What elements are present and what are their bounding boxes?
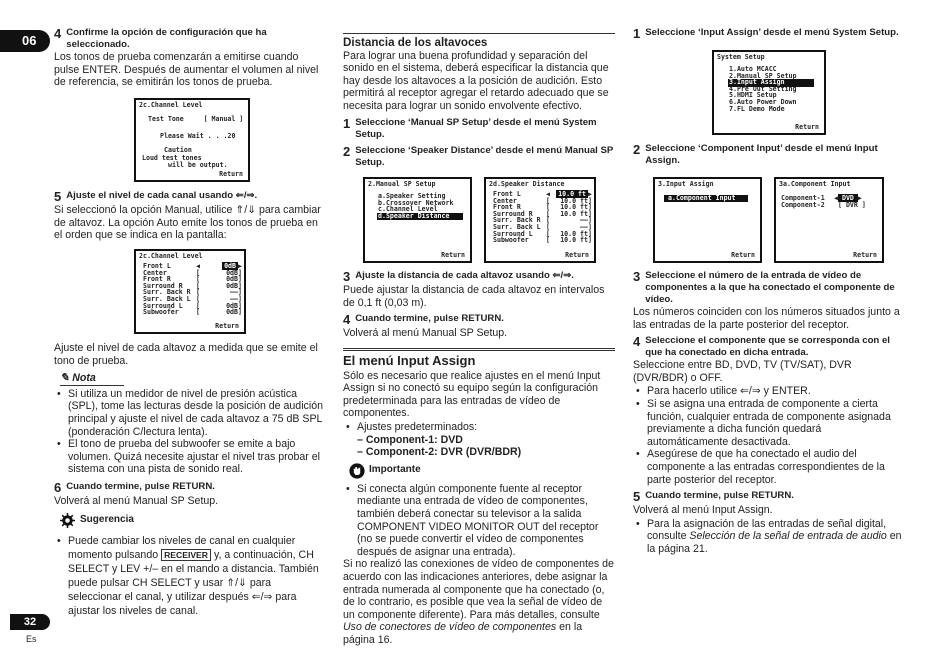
dvd-selection: DVD	[838, 194, 858, 202]
left-step5	[54, 190, 326, 242]
osd-row-value: 10.0 ft	[558, 190, 586, 198]
middle-mid	[343, 270, 615, 340]
osd-row-label: Surround L	[493, 229, 533, 238]
osd-row-label: Surr. Back R	[493, 216, 541, 225]
osd-row-label: Front R	[493, 203, 521, 212]
osd-row-label: Center	[143, 268, 167, 277]
osd-component-input: 3a.Component Input Component-1 ◀ DVD ▶ Component-2 [ DVR ] Return	[774, 177, 884, 263]
osd-row-label: Subwoofer	[493, 236, 529, 245]
osd-row-value: ——	[230, 295, 238, 303]
list-item: • Si se asigna una entrada de componente a cierta función, cualquier entrada de componente asignada previamente a dicha función quedará automáticamente desactivada.	[633, 398, 905, 448]
middle-top	[343, 37, 615, 169]
osd-row-label: Surr. Back L	[143, 295, 191, 303]
osd-menu-item: d.Speaker Distance	[377, 213, 463, 220]
osd-row-label: Front L	[493, 190, 521, 198]
osd-row-value: 0dB	[226, 275, 238, 284]
list-item: • Si conecta algún componente fuente al receptor mediante una entrada de vídeo de componentes, también deberá conectar su televisor a la salida COMPONENT VIDEO MONITOR OUT del receptor (no se puede convertir el vídeo de componentes después de asignar una entrada).	[343, 483, 615, 559]
osd-channel-level-2: 2c.Channel Level Front L 0dB ◀ ▶ Center 0dB [ ] Front R 0dB [ ] Surround R 0dB [ ] Surr. Back R —— [ ] Surr. Back L —— [ ] Surround L 0dB [ ] Subwoofer 0dB [ ] Return	[134, 249, 246, 334]
step-5-text: Volverá al menú Input Assign.	[633, 504, 773, 517]
step-3-text: Puede ajustar la distancia de cada altavoz en intervalos de 0,1 ft (0,03 m).	[343, 284, 605, 309]
list-item: • Asegúrese de que ha conectado el audio del componente a las entradas correspondientes de la parte posterior del receptor.	[633, 448, 905, 486]
step-4-list	[633, 385, 905, 486]
osd-row-label: Subwoofer	[143, 308, 179, 317]
sugerencia-heading: Sugerencia	[60, 513, 326, 528]
osd-row-value: 10.0 ft	[560, 196, 588, 205]
osd-row-value: ——	[580, 223, 588, 231]
osd-menu-item: b.Crossover Network	[378, 198, 454, 207]
step-6: 6 Cuando termine, pulse RETURN.	[54, 479, 215, 495]
step-3: 3 Ajuste la distancia de cada altavoz usando ⇐/⇒.	[343, 269, 574, 284]
list-item: • Puede cambiar los niveles de canal en cualquier momento pulsando RECEIVER y, a continuación, CH SELECT y LEV +/– en el mando a distancia. También puede pulsar CH SELECT y usar ⇑/⇓ para seleccionar el canal, y utilizar después ⇐/⇒ para ajustar los niveles de canal.	[54, 534, 326, 618]
step-2: 2 Seleccione ‘Component Input’ desde el menú Input Assign.	[633, 142, 878, 166]
osd-menu-item: c.Channel Level	[378, 205, 438, 214]
section-title-distance: Distancia de los altavoces	[343, 36, 488, 49]
osd-row-value: 0dB	[226, 301, 238, 310]
step-4-text: Volverá al menú Manual SP Setup.	[343, 327, 508, 340]
osd-row-value: 10.0 ft	[560, 229, 588, 238]
osd-row-label: Surround R	[143, 281, 183, 290]
osd-row-value: 10.0 ft	[560, 203, 588, 212]
osd-channel-level-1: 2c.Channel Level Test Tone [ Manual ] Please Wait . . .20 Caution Loud test tones will be output. Return	[134, 98, 250, 182]
osd-row-label: Front R	[143, 275, 171, 284]
middle-bottom	[343, 355, 615, 646]
step-4-text: Los tonos de prueba comenzarán a emitirse cuando pulse ENTER. Después de aumentar el volumen al nivel de referencia, se emitirán los tonos de prueba.	[54, 51, 319, 89]
step-2: 2 Seleccione ‘Speaker Distance’ desde el menú Manual SP Setup.	[343, 143, 614, 168]
osd-menu-item: 3.Input Assign	[728, 79, 814, 86]
section-rule	[343, 33, 615, 34]
adjust-text: Ajuste el nivel de cada altavoz a medida que se emite el tono de prueba.	[54, 342, 318, 367]
defaults-list	[343, 421, 615, 434]
sugerencia-list	[54, 534, 326, 618]
note-pencil-icon: ✎	[60, 372, 70, 385]
input-assign-intro: Sólo es necesario que realice ajustes en el menú Input Assign si no conectó su equipo según la configuración predeterminada para las entradas de vídeo de componentes.	[343, 369, 601, 420]
receiver-key: RECEIVER	[161, 549, 211, 561]
osd-input-assign: 3.Input Assign a.Component Input Return	[653, 177, 762, 263]
nota-heading: ✎ Nota	[60, 372, 124, 386]
osd-row-label: Front L	[143, 262, 171, 270]
step-1: 1 Seleccione ‘Manual SP Setup’ desde el menú System Setup.	[343, 115, 597, 140]
language-code: Es	[26, 634, 37, 644]
page-number-badge: 32	[10, 614, 50, 630]
osd-row-value: 0dB	[226, 268, 238, 277]
osd-menu-item: 2.Manual SP Setup	[729, 71, 797, 80]
osd-menu-item: 1.Auto MCACC	[729, 65, 777, 73]
importante-heading: Importante	[349, 463, 615, 479]
right-lower	[633, 270, 905, 556]
left-column	[54, 27, 326, 89]
list-item: • El tono de prueba del subwoofer se emite a bajo volumen. Quizá necesite ajustar el nivel tras probar el sistema con una pista de sonido real.	[54, 438, 326, 476]
left-lower	[54, 342, 326, 618]
section-title-input-assign: El menú Input Assign	[343, 353, 476, 368]
list-item: • Para hacerlo utilice ⇐/⇒ y ENTER.	[633, 385, 905, 398]
component-input-item: a.Component Input	[664, 195, 748, 202]
step-4: 4 Cuando termine, pulse RETURN.	[343, 312, 504, 328]
step-5: 5 Ajuste el nivel de cada canal usando ⇐/⇒.	[54, 189, 258, 204]
list-item: • Ajustes predeterminados:	[343, 421, 615, 434]
step-4: 4 Seleccione el componente que se corresponda con el que ha conectado en dicha entrada.	[633, 334, 890, 359]
osd-row-value: 10.0 ft	[560, 209, 588, 218]
osd-row-value: 0dB	[226, 281, 238, 290]
distance-intro: Para lograr una buena profundidad y separación del sonido en el sistema, deberá especificar la distancia que hay desde los altavoces a la posición de audición. Esto permitirá al receptor agregar el retardo adecuado que se necesita para lograr un sonido envolvente efectivo.	[343, 49, 609, 112]
step-5: 5 Cuando termine, pulse RETURN.	[633, 489, 794, 505]
default-component-1: – Component-1: DVD	[357, 433, 463, 446]
step-5-text: Si seleccionó la opción Manual, utilice ⇑/⇓ para cambiar de altavoz. La opción Auto emite los tonos de prueba en el orden que se indica en la pantalla:	[54, 204, 321, 242]
osd-row-value: 10.0 ft	[560, 236, 588, 245]
osd-row-value: 0dB	[224, 262, 236, 270]
chapter-tab: 06	[0, 30, 50, 52]
manual-assign-text: Si no realizó las conexiones de vídeo de componentes de acuerdo con las indicaciones anteriores, debe asignar la entrada numerada al componente que ha conectado (o, de lo contrario, es posible que vea la señal de vídeo de un componente diferente). Para más detalles, consulte Uso de conectores de vídeo de componentes en la página 16.	[343, 558, 614, 646]
osd-row-label: Surr. Back R	[143, 288, 191, 297]
osd-system-setup: System Setup 1.Auto MCACC 2.Manual SP Setup 3.Input Assign 4.Pre Out Setting 5.HDMI Setup 6.Auto Power Down 7.FL Demo Mode Return	[712, 50, 826, 135]
right-top	[633, 27, 905, 41]
step-5-list	[633, 518, 905, 556]
important-hand-icon	[349, 463, 365, 479]
osd-row-label: Surround R	[493, 209, 533, 218]
step-4-text: Seleccione entre BD, DVD, TV (TV/SAT), DVR (DVR/BDR) o OFF.	[633, 359, 852, 384]
step-1: 1 Seleccione ‘Input Assign’ desde el menú System Setup.	[633, 26, 899, 41]
osd-menu-item: a.Speaker Setting	[378, 192, 446, 200]
list-item: • Si utiliza un medidor de nivel de presión acústica (SPL), tome las lecturas desde la posición de audición principal y ajuste el nivel de cada altavoz a 75 dB SPL (ponderación C/lectura lenta).	[54, 388, 326, 438]
section-double-rule	[343, 348, 615, 351]
osd-row-value: 0dB	[226, 308, 238, 317]
osd-row-label: Surround L	[143, 301, 183, 310]
default-component-2: – Component-2: DVR (DVR/BDR)	[357, 446, 522, 459]
osd-manual-sp-setup: 2.Manual SP Setup a.Speaker Setting b.Crossover Network c.Channel Level d.Speaker Distance Return	[363, 177, 472, 263]
step-3: 3 Seleccione el número de la entrada de vídeo de componentes a la que ha conectado el componente de vídeo.	[633, 269, 895, 305]
osd-row-value: ——	[230, 288, 238, 297]
step-4: 4 Confirme la opción de configuración que ha seleccionado.	[54, 26, 267, 50]
osd-row-label: Surr. Back L	[493, 223, 541, 231]
osd-row-label: Center	[493, 196, 517, 205]
osd-speaker-distance: 2d.Speaker Distance Front L 10.0 ft ◀ ▶ Center 10.0 ft [ ] Front R 10.0 ft [ ] Surround R 10.0 ft [ ] Surr. Back R —— [ ] Surr. Back L —— [ ] Surround L 10.0 ft [ ] Subwoofer 10.0 ft [ ] Return	[484, 177, 596, 263]
osd-menu-item: 6.Auto Power Down	[729, 98, 797, 106]
osd-menu-item: 4.Pre Out Setting	[729, 84, 797, 93]
step-3-text: Los números coinciden con los números situados junto a las entradas de la parte posterior del receptor.	[633, 306, 900, 331]
importante-list	[343, 483, 615, 559]
nota-list	[54, 388, 326, 476]
right-step2	[633, 143, 905, 167]
osd-row-value: ——	[580, 216, 588, 225]
osd-menu-item: 7.FL Demo Mode	[729, 104, 785, 113]
gear-icon	[60, 513, 75, 528]
list-item: • Para la asignación de las entradas de señal digital, consulte Selección de la señal de entrada de audio en la página 21.	[633, 518, 905, 556]
step-6-text: Volverá al menú Manual SP Setup.	[54, 494, 219, 507]
osd-menu-item: 5.HDMI Setup	[729, 91, 777, 100]
